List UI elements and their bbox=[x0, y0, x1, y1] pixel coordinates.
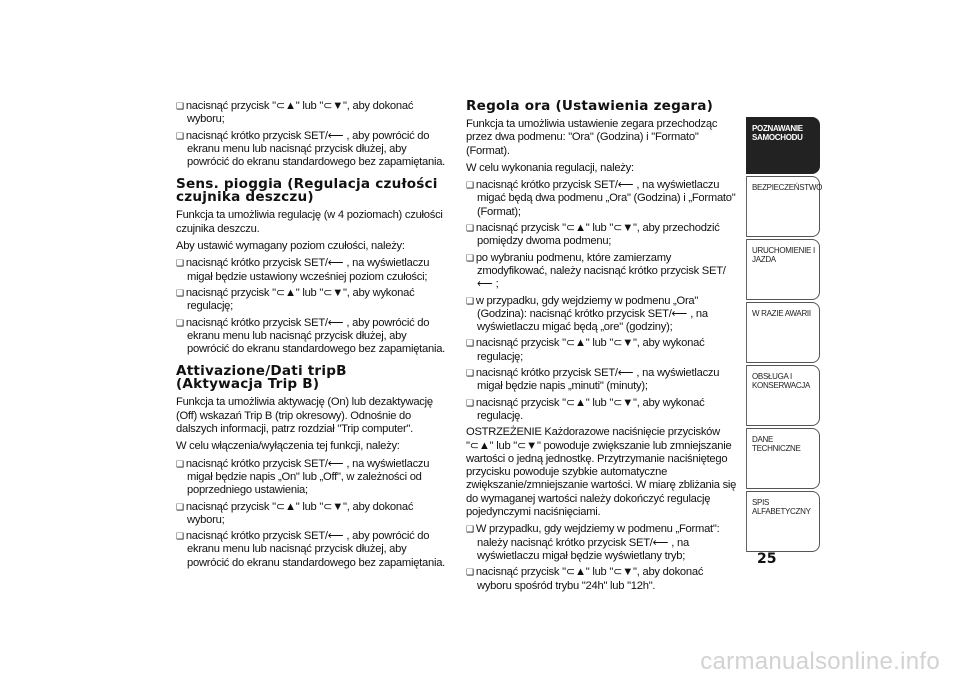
list-item: ❑ nacisnąć krótko przycisk SET/⟵ , aby powrócić do ekranu menu lub nacisnąć przycisk dłużej, aby powrócić do ekranu standardowego bez zapamiętania. bbox=[176, 530, 448, 570]
tab-uruchomienie-i-jazda[interactable]: URUCHOMIENIE I JAZDA bbox=[746, 239, 820, 300]
page-number: 25 bbox=[757, 551, 777, 567]
section-heading bbox=[176, 178, 448, 204]
list-item: ❑ nacisnąć krótko przycisk SET/⟵ , na wyświetlaczu migać będą dwa podmenu „Ora" (Godzina) i „Formato" (Format); bbox=[466, 179, 738, 219]
list-item: ❑ nacisnąć krótko przycisk SET/⟵ , na wyświetlaczu migał będzie ustawiony wcześniej poziom czułości; bbox=[176, 257, 448, 284]
list-item: ❑ nacisnąć krótko przycisk SET/⟵ , aby powrócić do ekranu menu lub nacisnąć przycisk dłużej, aby powrócić do ekranu standardowego bez zapamiętania. bbox=[176, 317, 448, 357]
list-item: ❑ nacisnąć krótko przycisk SET/⟵ , aby powrócić do ekranu menu lub nacisnąć przycisk dłużej, aby powrócić do ekranu standardowego bez zapamiętania. bbox=[176, 130, 448, 170]
paragraph: W celu włączenia/wyłączenia tej funkcji, należy: bbox=[176, 440, 400, 453]
list-item: ❑ po wybraniu podmenu, które zamierzamy zmodyfikować, należy nacisnąć krótko przycisk SET/⟵ ; bbox=[466, 252, 738, 292]
list-item: ❑ nacisnąć przycisk "⊂▲" lub "⊂▼", aby wykonać regulację; bbox=[466, 337, 738, 364]
section-heading bbox=[466, 100, 738, 113]
heading-line: (Aktywacja Trip B) bbox=[176, 376, 320, 393]
section-heading bbox=[176, 365, 448, 391]
left-column bbox=[176, 100, 448, 573]
list-item: ❑ nacisnąć krótko przycisk SET/⟵ , na wyświetlaczu migał będzie napis „minuti" (minuty); bbox=[466, 367, 738, 394]
chapter-sidebar bbox=[746, 117, 823, 554]
list-item: ❑ nacisnąć przycisk "⊂▲" lub "⊂▼", aby dokonać wyboru; bbox=[176, 100, 448, 127]
heading-line: Sens. pioggia (Regulacja czułości bbox=[176, 176, 438, 193]
paragraph: Aby ustawić wymagany poziom czułości, należy: bbox=[176, 240, 405, 253]
list-item: ❑ nacisnąć przycisk "⊂▲" lub "⊂▼", aby wykonać regulację; bbox=[176, 287, 448, 314]
tab-poznawanie-samochodu[interactable]: POZNAWANIE SAMOCHODU bbox=[746, 117, 820, 174]
heading-line: czujnika deszczu) bbox=[176, 189, 314, 206]
paragraph: Funkcja ta umożliwia aktywację (On) lub dezaktywację (Off) wskazań Trip B (trip okresowy). Odnośnie do dalszych informacji, patrz rozdział "Trip computer". bbox=[176, 396, 433, 436]
watermark-text: carmanualsonline.info bbox=[700, 648, 940, 675]
heading-line: Regola ora (Ustawienia zegara) bbox=[466, 98, 714, 114]
heading-line: Attivazione/Dati tripB bbox=[176, 363, 347, 380]
list-item: ❑ nacisnąć przycisk "⊂▲" lub "⊂▼", aby przechodzić pomiędzy dwoma podmenu; bbox=[466, 222, 738, 249]
list-item: ❑ nacisnąć krótko przycisk SET/⟵ , na wyświetlaczu migał będzie napis „On" lub „Off", w zależności od poprzedniego ustawienia; bbox=[176, 458, 448, 498]
list-item: ❑ nacisnąć przycisk "⊂▲" lub "⊂▼", aby dokonać wyboru; bbox=[176, 501, 448, 528]
list-item: ❑ W przypadku, gdy wejdziemy w podmenu „Format": należy nacisnąć krótko przycisk SET/⟵ , na wyświetlaczu migał będzie wyświetlany tryb; bbox=[466, 523, 738, 563]
paragraph: OSTRZEŻENIE Każdorazowe naciśnięcie przycisków "⊂▲" lub "⊂▼" powoduje zwiększanie lub zmniejszanie wartości o jedną jednostkę. Przytrzymanie naciśniętego przycisku powoduje szybkie automatyczne zwiększanie/zmniejszanie wartości. W miarę zbliżania się do wymaganej wartości należy dokończyć regulację pojedynczymi naciśnięciami. bbox=[466, 426, 737, 519]
list-item: ❑ nacisnąć przycisk "⊂▲" lub "⊂▼", aby wykonać regulację. bbox=[466, 397, 738, 424]
tab-w-razie-awarii[interactable]: W RAZIE AWARII bbox=[746, 302, 820, 363]
list-item: ❑ nacisnąć przycisk "⊂▲" lub "⊂▼", aby dokonać wyboru spośród trybu "24h" lub "12h". bbox=[466, 566, 738, 593]
paragraph: W celu wykonania regulacji, należy: bbox=[466, 161, 634, 174]
list-item: ❑ w przypadku, gdy wejdziemy w podmenu „Ora" (Godzina): nacisnąć krótko przycisk SET/⟵ , na wyświetlaczu migać będą „ore" (godziny); bbox=[466, 295, 738, 335]
tab-bezpieczenstwo[interactable]: BEZPIECZEŃSTWO bbox=[746, 176, 820, 237]
right-column bbox=[466, 100, 738, 596]
tab-dane-techniczne[interactable]: DANE TECHNICZNE bbox=[746, 428, 820, 489]
tab-spis-alfabetyczny[interactable]: SPIS ALFABETYCZNY bbox=[746, 491, 820, 552]
paragraph: Funkcja ta umożliwia ustawienie zegara przechodząc przez dwa podmenu: "Ora" (Godzina) i "Formato" (Format). bbox=[466, 118, 718, 157]
paragraph: Funkcja ta umożliwia regulację (w 4 poziomach) czułości czujnika deszczu. bbox=[176, 209, 443, 235]
tab-obsluga-i-konserwacja[interactable]: OBSŁUGA I KONSERWACJA bbox=[746, 365, 820, 426]
